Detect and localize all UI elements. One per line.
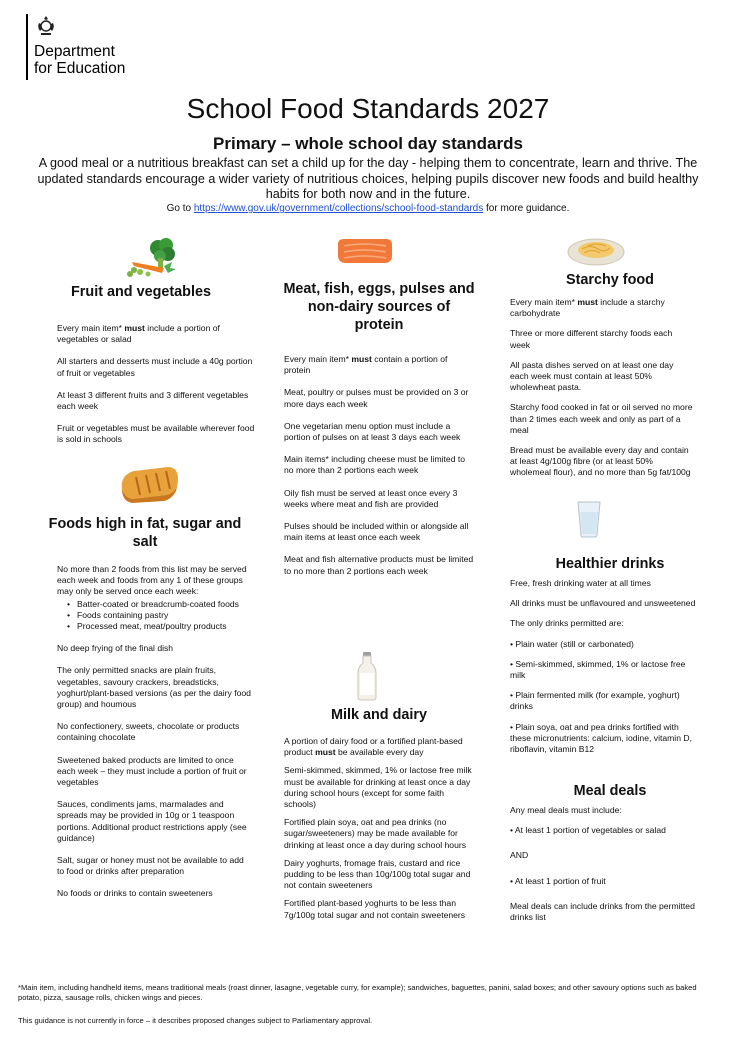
protein-rule-2: Meat, poultry or pulses must be provided on 3 or more days each week [284, 387, 469, 409]
disclaimer: This guidance is not currently in force – it describes proposed changes subject to Parliamentary approval. [18, 1016, 373, 1025]
starchy-body [510, 297, 694, 479]
guidance-line [0, 203, 736, 214]
water-glass-icon [576, 500, 602, 538]
fat-sugar-salt-rule-4: No confectionery, sweets, chocolate or products containing chocolate [57, 721, 240, 743]
drinks-item-1: • Plain water (still or carbonated) [510, 638, 634, 649]
dairy-heading: Milk and dairy [331, 707, 427, 723]
guidance-prefix: Go to [166, 203, 194, 214]
fat-sugar-salt-list [77, 599, 253, 633]
protein-rule-1: Every main item* must contain a portion of protein [284, 354, 448, 376]
dairy-body [284, 736, 474, 921]
drinks-body [510, 578, 702, 755]
milk-bottle-icon [356, 651, 378, 701]
fat-sugar-salt-body [57, 564, 253, 900]
logo-rule [26, 14, 28, 80]
pasta-plate-icon [566, 236, 626, 266]
meal-deals-rule-2: Meal deals can include drinks from the permitted drinks list [510, 900, 695, 923]
page-title: School Food Standards 2027 [186, 93, 550, 124]
protein-rule-5: Oily fish must be served at least once every 3 weeks where meat and fish are provided [284, 487, 458, 509]
starchy-rule-1: Every main item* must include a starchy carbohydrate [510, 297, 665, 319]
vegetables-icon [124, 236, 184, 280]
drinks-heading: Healthier drinks [555, 556, 665, 572]
protein-rule-4: Main items* including cheese must be limited to no more than 2 portions each week [284, 454, 466, 476]
meal-deals-item-1: • At least 1 portion of vegetables or salad [510, 825, 666, 836]
department-name-line1: Department [34, 43, 115, 60]
fat-sugar-salt-rule-2: No deep frying of the final dish [57, 643, 174, 654]
fat-sugar-salt-rule-8: No foods or drinks to contain sweeteners [57, 888, 213, 899]
starchy-rule-3: All pasta dishes served on at least one day each week must contain at least 50% wholewheat pasta. [510, 359, 674, 393]
meal-deals-and: AND [510, 850, 529, 861]
dairy-rule-1: A portion of dairy food or a fortified plant-based product must be available every day [284, 736, 463, 758]
fat-sugar-salt-rule-5: Sweetened baked products are limited to once each week – they must include a portion of fruit or vegetables [57, 754, 247, 788]
drinks-item-4: • Plain soya, oat and pea drinks fortified with these micronutrients: calcium, iodine, vitamin D, riboflavin, vitamin B12 [510, 721, 692, 755]
dairy-rule-3: Fortified plain soya, oat and pea drinks (no sugar/sweeteners) may be made available for drinking at least once a day during school hours [284, 817, 467, 850]
protein-rule-7: Meat and fish alternative products must be limited to no more than 2 portions each week [284, 554, 474, 576]
fruit-veg-rule-3: At least 3 different fruits and 3 different vegetables each week [57, 389, 249, 412]
department-name [34, 43, 125, 77]
fruit-veg-heading: Fruit and vegetables [71, 284, 211, 300]
dairy-rule-2: Semi-skimmed, skimmed, 1% or lactose free milk must be available for drinking at least once a day during school hours (except for some faith schools) [284, 765, 472, 810]
footnote: *Main item, including handheld items, means traditional meals (roast dinner, lasagne, vegetable curry, for example); sandwiches, baguettes, panini, salad boxes; and other savoury options such as baked potato, pizza, sausage rolls, chicken wings and pieces. [18, 983, 697, 1002]
starchy-heading: Starchy food [566, 272, 654, 288]
salmon-icon [334, 236, 396, 266]
starchy-rule-5: Bread must be available every day and contain at least 4g/100g fibre (or at least 50% wholemeal flour), and no more than 5g fat/100g [510, 445, 691, 478]
guidance-suffix: for more guidance. [483, 203, 570, 214]
meal-deals-item-2: • At least 1 portion of fruit [510, 875, 606, 886]
list-item: • Batter-coated or breadcrumb-coated foods [77, 599, 253, 610]
drinks-item-3: • Plain fermented milk (for example, yoghurt) drinks [510, 690, 680, 712]
meal-deals-heading: Meal deals [573, 783, 647, 799]
protein-heading: Meat, fish, eggs, pulses and non-dairy sources of protein [283, 281, 475, 333]
department-logo [26, 14, 176, 84]
starchy-rule-4: Starchy food cooked in fat or oil served no more than 2 times each week and only as part of a meal [510, 402, 693, 435]
fruit-veg-rule-4: Fruit or vegetables must be available wherever food is sold in schools [57, 423, 255, 445]
list-item: • Foods containing pastry [77, 610, 253, 621]
drinks-rule-1: Free, fresh drinking water at all times [510, 578, 651, 588]
fat-sugar-salt-rule-1: No more than 2 foods from this list may be served each week and foods from any 1 of these groups may only be served once each week: [57, 564, 247, 597]
guidance-link[interactable]: https://www.gov.uk/government/collections/school-food-standards [193, 203, 484, 214]
drinks-item-2: • Semi-skimmed, skimmed, 1% or lactose free milk [510, 658, 686, 681]
fat-sugar-salt-rule-7: Salt, sugar or honey must not be available to add to food or drinks after preparation [57, 855, 244, 877]
sausage-roll-icon [116, 463, 182, 505]
drinks-rule-3: The only drinks permitted are: [510, 618, 624, 629]
protein-rule-6: Pulses should be included within or alongside all main items at least once each week [284, 521, 469, 543]
starchy-rule-2: Three or more different starchy foods each week [510, 328, 673, 350]
protein-body [284, 354, 474, 577]
drinks-rule-2: All drinks must be unflavoured and unsweetened [510, 598, 696, 609]
meal-deals-rule-1: Any meal deals must include: [510, 805, 622, 815]
protein-rule-3: One vegetarian menu option must include a portion of pulses on at least 3 days each week [284, 420, 461, 443]
royal-crest-icon [35, 15, 57, 37]
dairy-rule-4: Dairy yoghurts, fromage frais, custard and rice pudding to be less than 10g/100g total sugar and not contain sweeteners [284, 857, 471, 891]
fat-sugar-salt-heading: Foods high in fat, sugar and salt [48, 516, 242, 550]
fruit-veg-rule-2: All starters and desserts must include a 40g portion of fruit or vegetables [57, 356, 253, 378]
dairy-rule-5: Fortified plant-based yoghurts to be less than 7g/100g total sugar and not contain sweeteners [284, 898, 466, 920]
fat-sugar-salt-rule-6: Sauces, condiments jams, marmalades and spreads may be provided in 10g or 1 teaspoon portions. Additional product restrictions apply (see guidance) [57, 799, 247, 843]
fruit-veg-rule-1: Every main item* must include a portion of vegetables or salad [57, 323, 220, 345]
page-subtitle: Primary – whole school day standards [213, 134, 523, 153]
list-item: • Processed meat, meat/poultry products [77, 621, 253, 632]
meal-deals-body [510, 805, 702, 923]
intro-text: A good meal or a nutritious breakfast can set a child up for the day - helping them to concentrate, learn and thrive. The updated standards encourage a wider variety of nutritious choices, helping pupils discover new foods and build healthy habits for both now and in the future. [37, 156, 699, 201]
department-name-line2: for Education [34, 60, 126, 77]
fat-sugar-salt-rule-3: The only permitted snacks are plain fruits, vegetables, savoury crackers, breadsticks, yoghurt/plant-based versions (as per the dairy food group) and houmous [57, 665, 251, 710]
fruit-veg-body [57, 323, 257, 446]
